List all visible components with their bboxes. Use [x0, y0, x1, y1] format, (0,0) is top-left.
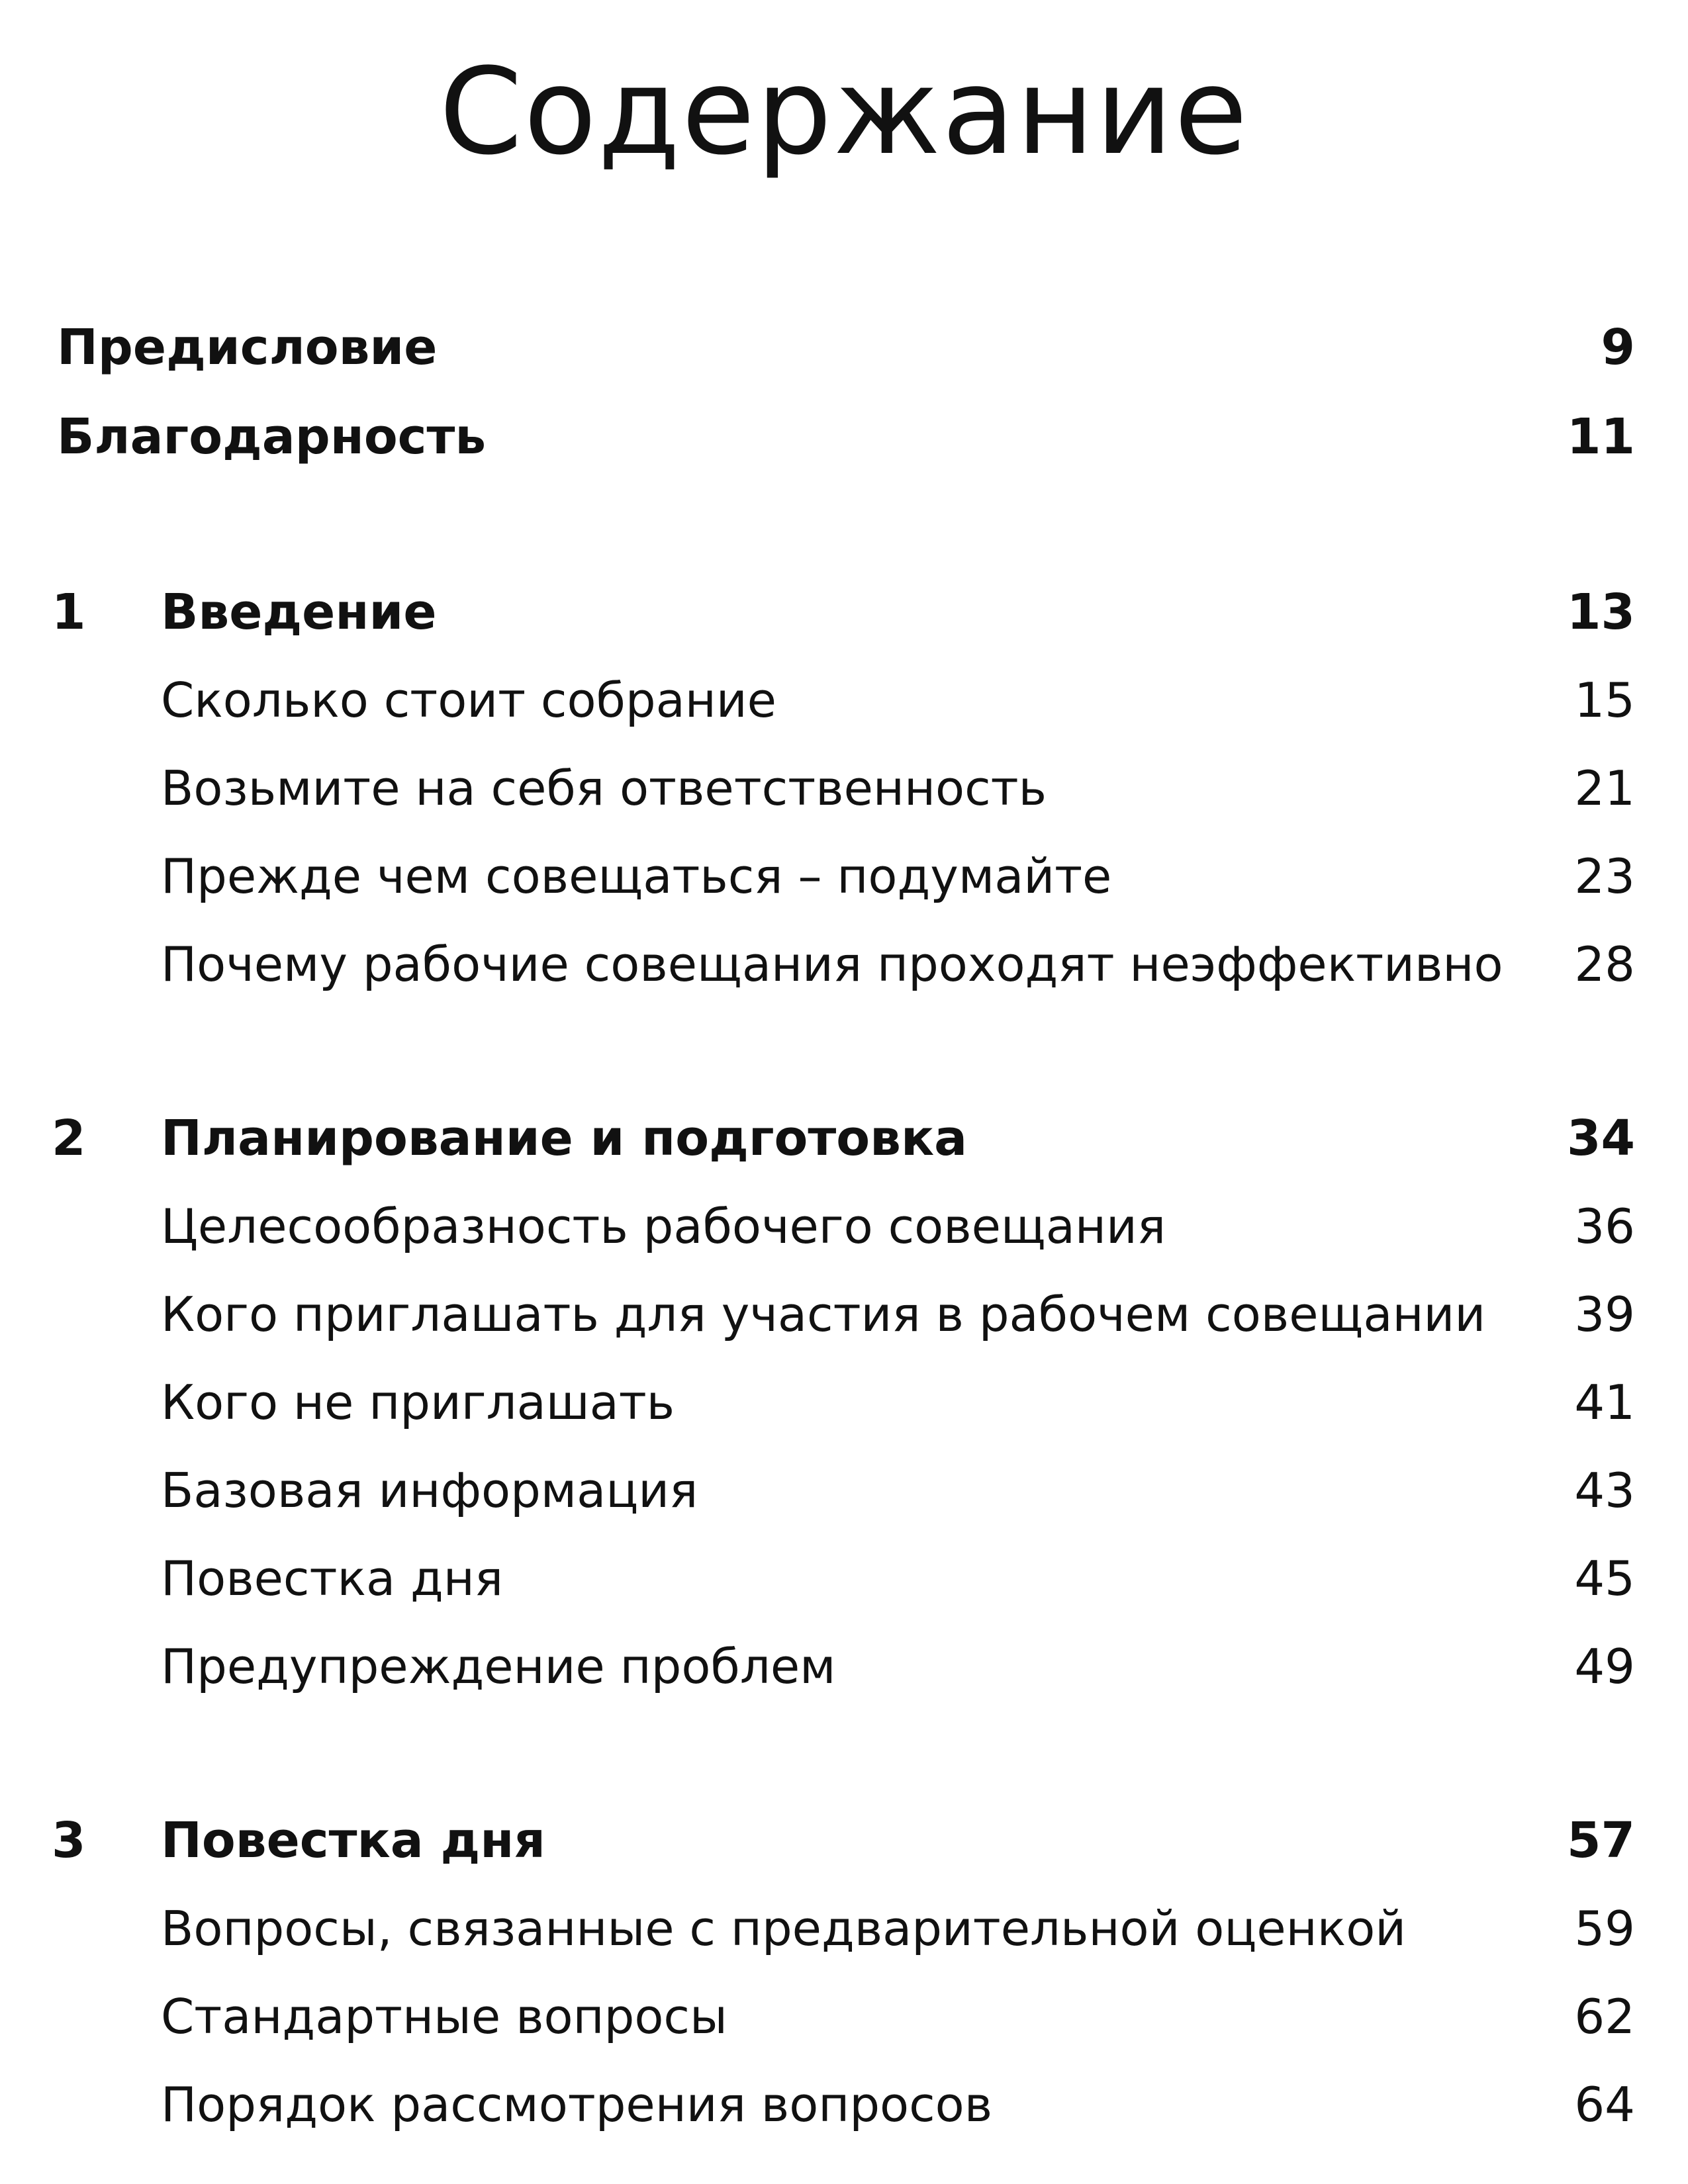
toc-section[interactable]	[0, 664, 1688, 737]
section-page: 62	[1574, 1989, 1635, 2044]
section-title: Целесообразность рабочего совещания	[161, 1199, 1166, 1254]
toc-section[interactable]	[0, 2068, 1688, 2141]
toc-chapter-3[interactable]	[0, 1804, 1688, 1877]
toc-entry-page: 9	[1601, 319, 1635, 376]
chapter-title: Планирование и подготовка	[161, 1110, 968, 1167]
section-title: Прежде чем совещаться – подумайте	[161, 848, 1112, 904]
section-page: 21	[1574, 760, 1635, 816]
section-page: 49	[1574, 1639, 1635, 1694]
toc-section[interactable]	[0, 1980, 1688, 2053]
chapter-page: 34	[1567, 1110, 1635, 1167]
section-page: 39	[1574, 1287, 1635, 1342]
section-title: Почему рабочие совещания проходят неэффективно	[161, 936, 1503, 992]
section-title: Кого не приглашать	[161, 1375, 675, 1430]
toc-entry-page: 11	[1567, 408, 1635, 465]
toc-section[interactable]	[0, 752, 1688, 825]
section-page: 59	[1574, 1901, 1635, 1956]
section-title: Кого приглашать для участия в рабочем совещании	[161, 1287, 1486, 1342]
chapter-title: Повестка дня	[161, 1812, 545, 1869]
chapter-number: 2	[52, 1110, 86, 1167]
section-page: 28	[1574, 936, 1635, 992]
toc-section[interactable]	[0, 928, 1688, 1001]
chapter-number: 3	[52, 1812, 86, 1869]
section-title: Вопросы, связанные с предварительной оценкой	[161, 1901, 1407, 1956]
section-title: Базовая информация	[161, 1463, 698, 1518]
section-title: Возьмите на себя ответственность	[161, 760, 1047, 816]
page-title: Содержание	[439, 43, 1249, 181]
toc-section[interactable]	[0, 1366, 1688, 1439]
section-title: Порядок рассмотрения вопросов	[161, 2077, 993, 2132]
chapter-page: 13	[1567, 584, 1635, 641]
section-page: 36	[1574, 1199, 1635, 1254]
toc-entry-title: Благодарность	[57, 408, 487, 465]
section-page: 23	[1574, 848, 1635, 904]
chapter-number: 1	[52, 584, 86, 641]
section-title: Повестка дня	[161, 1551, 504, 1606]
toc-section[interactable]	[0, 1278, 1688, 1351]
toc-section[interactable]	[0, 1892, 1688, 1965]
section-page: 43	[1574, 1463, 1635, 1518]
toc-section[interactable]	[0, 840, 1688, 913]
toc-chapter-2[interactable]	[0, 1102, 1688, 1175]
toc-entry-acknowledgements[interactable]	[0, 400, 1688, 473]
toc-section[interactable]	[0, 1190, 1688, 1263]
toc-section[interactable]	[0, 1542, 1688, 1615]
section-title: Сколько стоит собрание	[161, 672, 776, 728]
section-page: 41	[1574, 1375, 1635, 1430]
section-title: Предупреждение проблем	[161, 1639, 836, 1694]
chapter-title: Введение	[161, 584, 437, 641]
section-page: 64	[1574, 2077, 1635, 2132]
toc-entry-preface[interactable]	[0, 311, 1688, 384]
toc-section[interactable]	[0, 1454, 1688, 1527]
section-title: Стандартные вопросы	[161, 1989, 727, 2044]
toc-entry-title: Предисловие	[57, 319, 438, 376]
chapter-page: 57	[1567, 1812, 1635, 1869]
section-page: 15	[1574, 672, 1635, 728]
toc-chapter-1[interactable]	[0, 576, 1688, 649]
toc-section[interactable]	[0, 1630, 1688, 1703]
section-page: 45	[1574, 1551, 1635, 1606]
